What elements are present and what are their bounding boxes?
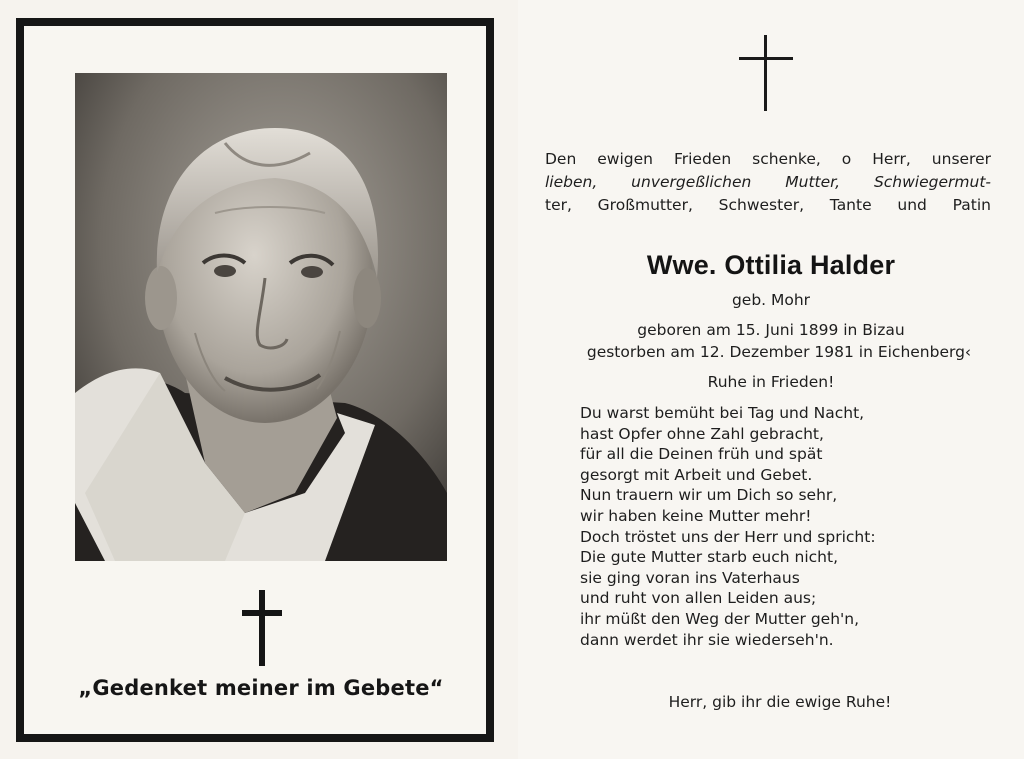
poem-line: sie ging voran ins Vaterhaus	[580, 568, 800, 587]
rest-in-peace: Ruhe in Frieden!	[707, 373, 835, 391]
maiden-name: geb. Mohr	[731, 291, 811, 309]
birth-line: geboren am 15. Juni 1899 in Bizau	[637, 321, 905, 339]
right-card	[518, 0, 1024, 759]
poem-line: gesorgt mit Arbeit und Gebet.	[580, 465, 813, 484]
poem-line: und ruht von allen Leiden aus;	[580, 589, 817, 608]
poem-line: wir haben keine Mutter mehr!	[580, 506, 812, 525]
poem-line: Nun trauern wir um Dich so sehr,	[580, 486, 838, 505]
poem	[580, 403, 1000, 650]
dedication-line: Den ewigen Frieden schenke, o Herr, unserer	[545, 150, 991, 168]
closing-prayer: Herr, gib ihr die ewige Ruhe!	[668, 693, 892, 711]
dedication-line: ter, Großmutter, Schwester, Tante und Patin	[545, 196, 991, 214]
poem-line: dann werdet ihr sie wiederseh'n.	[580, 630, 834, 649]
motto-text: „Gedenket meiner im Gebete“	[78, 676, 444, 700]
poem-line: hast Opfer ohne Zahl gebracht,	[580, 424, 824, 443]
poem-line: Die gute Mutter starb euch nicht,	[580, 548, 838, 567]
portrait-photo	[75, 73, 447, 561]
poem-line: ihr müßt den Weg der Mutter geh'n,	[580, 609, 860, 628]
poem-line: Du warst bemüht bei Tag und Nacht,	[580, 404, 865, 422]
cross-icon	[739, 35, 793, 111]
deceased-name: Wwe. Ottilia Halder	[646, 250, 896, 280]
poem-line: Doch tröstet uns der Herr und spricht:	[580, 527, 876, 546]
dedication-line: lieben, unvergeßlichen Mutter, Schwiegermut-	[545, 173, 991, 191]
mourning-border	[16, 18, 494, 742]
dedication-text	[545, 148, 991, 217]
death-line: gestorben am 12. Dezember 1981 in Eichenberg‹	[586, 343, 972, 361]
poem-line: für all die Deinen früh und spät	[580, 445, 823, 464]
cross-icon	[242, 590, 282, 666]
